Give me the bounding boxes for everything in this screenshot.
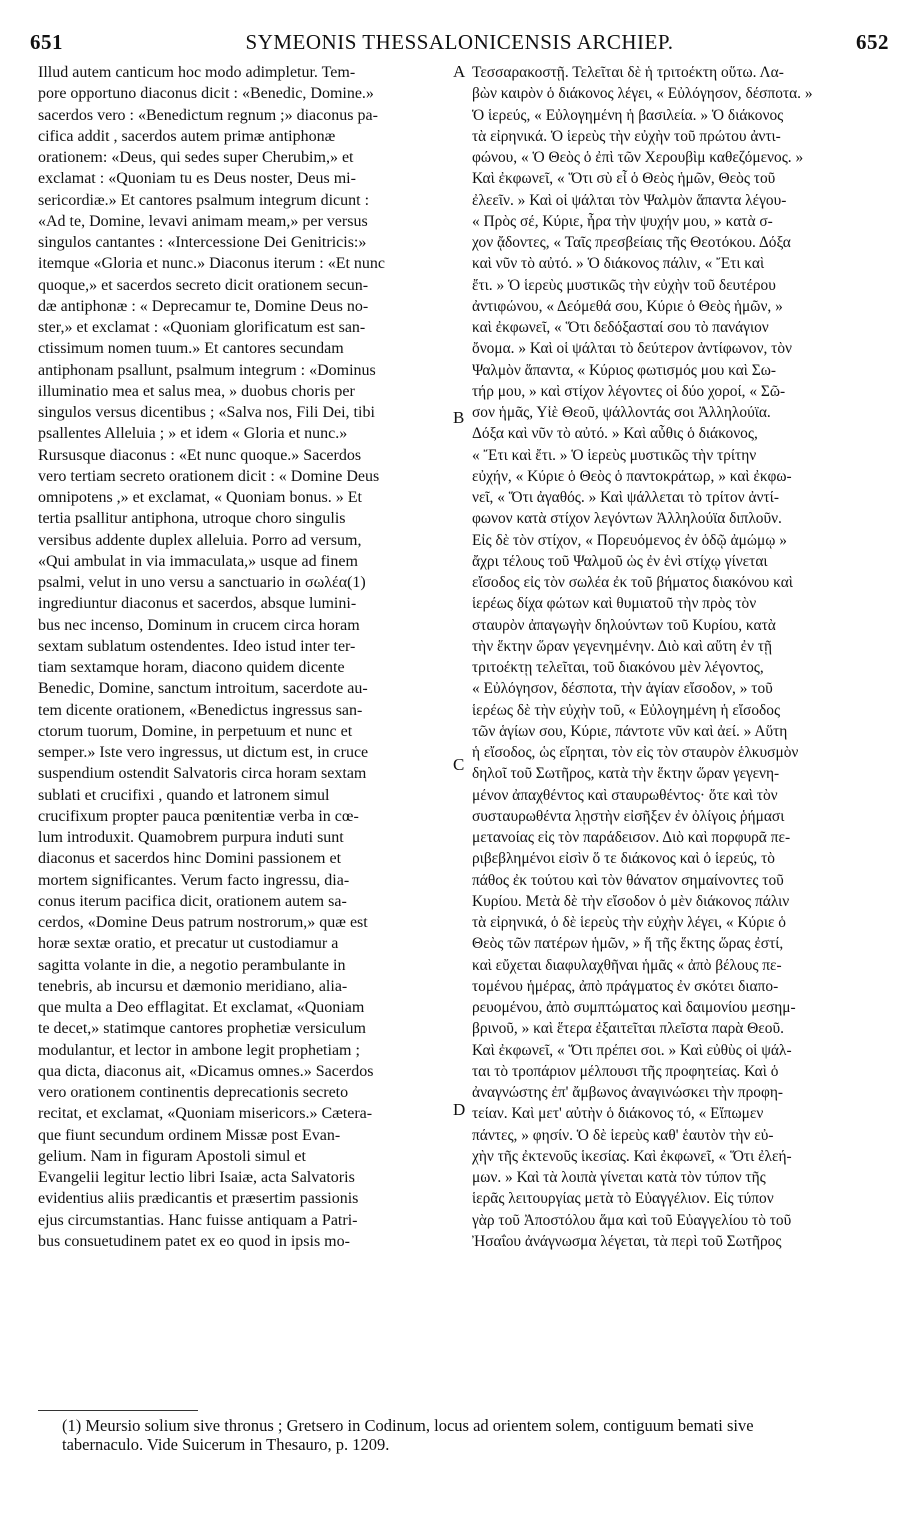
greek-text-line: ἐλεεῖν. » Καὶ οἱ ψάλται τὸν Ψαλμὸν ἅπαντα λέγου- <box>472 191 787 209</box>
latin-text-line: gelium. Nam in figuram Apostoli simul et <box>38 1147 306 1165</box>
greek-text-line: ριβεβλημένοι εἰσὶν ὅ τε διάκονος καὶ ὁ ἱερεύς, τὸ <box>472 850 775 868</box>
greek-text-line: μένον ἀπαχθέντος καὶ σταυρωθέντος· ὅτε καὶ τὸν <box>472 786 778 804</box>
latin-text-line: bus consuetudinem patet ex eo quod in ipsis mo- <box>38 1232 350 1250</box>
latin-text-line: cerdos, «Domine Deus patrum nostrorum,» quæ est <box>38 914 368 931</box>
latin-text-line: itemque «Gloria et nunc.» Diaconus iterum : «Et nunc <box>38 255 386 273</box>
latin-text-line: vero orationem continentis deprecationis secreto <box>38 1084 349 1101</box>
greek-text-line: μετανοίας εἰς τὸν παράδεισον. Διὸ καὶ πορφυρᾶ πε- <box>472 829 791 846</box>
section-marker-a: A <box>453 62 466 81</box>
latin-text-line: «Ad te, Domine, levavi animam meam,» per versus <box>38 212 368 230</box>
greek-column <box>472 62 886 1252</box>
latin-text-line: sublati et crucifixi , quando et latronem simul <box>38 786 330 804</box>
greek-text-line: τείαν. Καὶ μετ' αὐτὴν ὁ διάκονος τό, « Εἴπωμεν <box>472 1105 764 1123</box>
greek-text-line: ἀντιφώνου, « Δεόμεθά σου, Κύριε ὁ Θεὸς ἡμῶν, » <box>472 297 783 315</box>
greek-text-line: τριτοέκτῃ τελεῖται, τοῦ διακόνου μὲν λέγοντος, <box>472 659 764 676</box>
latin-text-line: singulos cantantes : «Intercessione Dei Genitricis:» <box>38 234 367 251</box>
greek-text-line: ται τὸ τροπάριον μέλπουσι τῆς προφητείας. Καὶ ὁ <box>472 1062 779 1080</box>
greek-text-line: « Ἔτι καὶ ἔτι. » Ὁ ἱερεὺς μυστικῶς τὴν τρίτην <box>472 446 757 464</box>
footnote-rule <box>38 1410 198 1411</box>
greek-text-line: βὼν καιρὸν ὁ διάκονος λέγει, « Εὐλόγησον, δέσποτα. » <box>472 85 813 103</box>
latin-text-line: ster,» et exclamat : «Quoniam glorificatum est san- <box>38 319 366 336</box>
greek-text-line: καὶ ἐκφωνεῖ, « Ὅτι δεδόξασταί σου τὸ πανάγιον <box>472 319 769 336</box>
latin-text-line: pore opportuno diaconus dicit : «Benedic, Domine.» <box>38 85 374 103</box>
greek-text-line: ἀναγνώστης ἐπ' ἄμβωνος ἀναγινώσκει τὴν προφη- <box>472 1084 784 1101</box>
latin-text-line: evidentius aliis prædicantis et præsertim passionis <box>38 1190 359 1208</box>
latin-text-line: Rursusque diaconus : «Et nunc quoque.» Sacerdos <box>38 446 362 464</box>
latin-text-line: qua dicta, diaconus ait, «Dicamus omnes.» Sacerdos <box>38 1062 374 1080</box>
greek-text-line: γὰρ τοῦ Ἀποστόλου ἅμα καὶ τοῦ Εὐαγγελίου τὸ τοῦ <box>472 1211 792 1229</box>
page-number-right: 652 <box>856 30 889 54</box>
greek-text-line: πάντες, » φησίν. Ὁ δὲ ἱερεὺς καθ' ἑαυτὸν τὴν εὐ- <box>472 1126 774 1144</box>
greek-text-line: Ἠσαΐου ἀνάγνωσμα λέγεται, τὰ περὶ τοῦ Σωτῆρος <box>472 1232 782 1250</box>
greek-text-line: πάθος ἐκ τούτου καὶ τὸν θάνατον σημαίνοντες τοῦ <box>472 871 784 889</box>
greek-text-line: χον ᾄδοντες, « Ταῖς πρεσβείαις τῆς Θεοτόκου. Δόξα <box>472 234 791 251</box>
greek-text-line: Ὁ ἱερεύς, « Εὐλογημένη ἡ βασιλεία. » Ὁ διάκονος <box>472 106 784 124</box>
latin-text-line: Benedic, Domine, sanctum introitum, sacerdote au- <box>38 680 368 698</box>
greek-text-line: Κυρίου. Μετὰ δὲ τὴν εἴσοδον ὁ μὲν διάκονος πάλιν <box>472 892 790 910</box>
greek-text-line: χὴν τῆς ἐκτενοῦς ἱκεσίας. Καὶ ἐκφωνεῖ, « Ὅτι ἐλεή- <box>472 1147 792 1165</box>
latin-text-line: lum introduxit. Quamobrem purpura induti sunt <box>38 829 344 846</box>
latin-text-line: illuminatio mea et salus mea, » duobus choris per <box>38 382 355 400</box>
latin-text-line: tiam sextamque horam, diacono quidem dicente <box>38 659 345 676</box>
latin-text-line: mortem significantes. Verum facto ingressu, dia- <box>38 871 350 889</box>
latin-text-line: tenebris, ab incursu et dæmonio meridiano, alia- <box>38 977 348 995</box>
latin-text-line: exclamat : «Quoniam tu es Deus noster, Deus mi- <box>38 170 356 188</box>
section-marker-b: B <box>453 408 465 427</box>
footnote-line-2: tabernaculo. Vide Suicerum in Thesauro, p. 1209. <box>62 1435 390 1454</box>
latin-text-line: ctissimum nomen tuum.» Et cantores secundam <box>38 340 344 358</box>
greek-text-line: ἄχρι τέλους τοῦ Ψαλμοῦ ὡς ἐν ἑνὶ στίχῳ γίνεται <box>472 552 768 570</box>
latin-text-line: sericordiæ.» Et cantores psalmum integrum dicunt : <box>38 191 370 209</box>
greek-text-line: ὄνομα. » Καὶ οἱ ψάλται τὸ δεύτερον ἀντίφωνον, τὸν <box>472 340 792 358</box>
latin-text-line: bus nec incenso, Dominum in crucem circa horam <box>38 616 360 634</box>
greek-text-line: δηλοῖ τοῦ Σωτῆρος, κατὰ τὴν ἕκτην ὥραν γεγενη- <box>472 765 780 783</box>
latin-text-line: ejus circumstantias. Hanc fuisse antiquam a Patri- <box>38 1211 358 1229</box>
latin-text-line: recitat, et exclamat, «Quoniam misericors.» Cætera- <box>38 1105 373 1123</box>
greek-text-line: ἔτι. » Ὁ ἱερεὺς μυστικῶς τὴν εὐχὴν τοῦ δευτέρου <box>472 276 776 294</box>
greek-text-line: τήρ μου, » καὶ στίχον λέγοντες οἱ δύο χοροί, « Σῶ- <box>472 382 786 400</box>
latin-text-line: singulos versus dicentibus ; «Salva nos, Fili Dei, tibi <box>38 404 375 421</box>
greek-text-line: τῶν ἁγίων σου, Κύριε, πάντοτε νῦν καὶ ἀεί. » Αὕτη <box>472 722 788 740</box>
latin-text-line: quoque,» et sacerdos secreto dicit orationem secun- <box>38 276 369 294</box>
greek-text-line: νεῖ, « Ὅτι ἀγαθός. » Καὶ ψάλλεται τὸ τρίτον ἀντί- <box>472 489 779 506</box>
greek-text-line: καὶ εὔχεται διαφυλαχθῆναι ἡμᾶς « ἀπὸ βέλους πε- <box>472 956 782 974</box>
greek-text-line: τὰ εἰρηνικά, ὁ δὲ ἱερεὺς τὴν εὐχὴν λέγει, « Κύριε ὁ <box>472 914 786 931</box>
latin-text-line: que multa a Deo efflagitat. Et exclamat, «Quoniam <box>38 999 365 1016</box>
latin-text-line: sagitta volante in die, a negotio perambulante in <box>38 956 346 974</box>
latin-column <box>38 62 456 1252</box>
section-marker-d: D <box>453 1100 466 1119</box>
latin-text-line: modulantur, et lector in ambone legit prophetiam ; <box>38 1041 360 1059</box>
greek-text-line: ἱερᾶς λειτουργίας μετὰ τὸ Εὐαγγέλιον. Εἰς τύπον <box>472 1190 774 1208</box>
greek-text-line: τὴν ἕκτην ὥραν γεγενημένην. Διὸ καὶ αὕτη ἐν τῇ <box>472 637 773 655</box>
latin-text-line: cifica addit , sacerdos autem primæ antiphonæ <box>38 127 336 145</box>
greek-text-line: σον ἡμᾶς, Υἱὲ Θεοῦ, ψάλλοντάς σοι Ἀλληλούϊα. <box>472 404 771 421</box>
latin-text-line: tem dicente orationem, «Benedictus ingressus san- <box>38 701 363 719</box>
latin-text-line: conus iterum pacifica dicit, orationem autem sa- <box>38 892 347 910</box>
latin-text-line: orationem: «Deus, qui sedes super Cherubim,» et <box>38 149 354 166</box>
latin-text-line: omnipotens ,» et exclamat, « Quoniam bonus. » Et <box>38 489 362 506</box>
greek-text-line: τομένου ἡμέρας, ἀπὸ πράγματος ἐν σκότει διαπο- <box>472 977 779 995</box>
greek-text-line: σταυρὸν ἀπαγωγὴν δηλούντων τοῦ Κυρίου, κατὰ <box>472 616 776 634</box>
greek-text-line: εὐχήν, « Κύριε ὁ Θεὸς ὁ παντοκράτωρ, » καὶ ἐκφω- <box>472 467 792 485</box>
page-number-left: 651 <box>30 30 63 54</box>
latin-text-line: vero tertiam secreto orationem dicit : « Domine Deus <box>38 467 380 485</box>
greek-text-line: Τεσσαρακοστῇ. Τελεῖται δὲ ἡ τριτοέκτη οὕτω. Λα- <box>472 64 784 81</box>
latin-text-line: ctorum tuorum, Domine, in perpetuum et nunc et <box>38 722 353 740</box>
latin-text-line: psalmi, velut in uno versu a sanctuario in σωλέα(1) <box>38 574 366 591</box>
greek-text-line: βρινοῦ, » καὶ ἕτερα ἐξαιτεῖται πλεῖστα παρὰ Θεοῦ. <box>472 1020 784 1038</box>
running-title: SYMEONIS THESSALONICENSIS ARCHIEP. <box>245 30 674 54</box>
greek-text-line: Ψαλμὸν ἅπαντα, « Κύριος φωτισμός μου καὶ Σω- <box>472 361 777 379</box>
greek-text-line: ἱερέως δὲ τὴν εὐχὴν τοῦ, « Εὐλογημένη ἡ εἴσοδος <box>472 701 781 719</box>
greek-text-line: Καὶ ἐκφωνεῖ, « Ὅτι σὺ εἶ ὁ Θεὸς ἡμῶν, Θεὸς τοῦ <box>472 170 776 188</box>
latin-text-line: tertia psallitur antiphona, utroque choro singulis <box>38 510 346 528</box>
greek-text-line: ἡ εἴσοδος, ὡς εἴρηται, τὸν εἰς τὸν σταυρὸν ἑλκυσμὸν <box>472 744 799 761</box>
latin-text-line: suspendium ostendit Salvatoris circa horam sextam <box>38 765 367 783</box>
latin-text-line: psallentes Alleluia ; » et idem « Gloria et nunc.» <box>38 425 348 443</box>
greek-text-line: φώνου, « Ὁ Θεὸς ὁ ἐπὶ τῶν Χερουβὶμ καθεζόμενος. » <box>472 149 804 166</box>
greek-text-line: ρευομένου, ἀπὸ συμπτώματος καὶ δαιμονίου μεσημ- <box>472 999 796 1016</box>
greek-text-line: Καὶ ἐκφωνεῖ, « Ὅτι πρέπει σοι. » Καὶ εὐθὺς οἱ ψάλ- <box>472 1041 792 1059</box>
page-header <box>30 30 889 60</box>
greek-text-line: συσταυρωθέντα λῃστὴν εἰσῆξεν ἐν ὀλίγοις ῥήμασι <box>472 807 785 825</box>
latin-text-line: diaconus et sacerdos hinc Domini passionem et <box>38 850 342 868</box>
latin-text-line: dæ antiphonæ : « Deprecamur te, Domine Deus no- <box>38 297 369 315</box>
greek-text-line: εἴσοδος εἰς τὸν σωλέα ἐκ τοῦ βήματος διακόνου καὶ <box>472 574 793 591</box>
latin-text-line: horæ sextæ oratio, et precatur ut custodiamur a <box>38 935 339 953</box>
section-marker-c: C <box>453 755 465 774</box>
latin-text-line: Evangelii legitur lectio libri Isaiæ, acta Salvatoris <box>38 1169 355 1186</box>
latin-text-line: sacerdos vero : «Benedictum regnum ;» diaconus pa- <box>38 106 378 124</box>
greek-text-line: Εἰς δὲ τὸν στίχον, « Πορευόμενος ἐν ὁδῷ ἀμώμῳ » <box>472 531 787 549</box>
latin-text-line: versibus addente duplex alleluia. Porro ad versum, <box>38 531 362 549</box>
latin-text-line: te decet,» statimque cantores prophetiæ versiculum <box>38 1020 366 1038</box>
latin-text-line: sextam sublatum ostendentes. Ideo istud inter ter- <box>38 637 356 655</box>
greek-text-line: φωνον κατὰ στίχον λεγόντων Ἀλληλούϊα διπλοῦν. <box>472 510 782 528</box>
greek-text-line: ἱερέως δίχα φώτων καὶ θυμιατοῦ τὴν πρὸς τὸν <box>472 595 757 613</box>
footnote <box>62 1416 881 1454</box>
greek-text-line: καὶ νῦν τὸ αὐτό. » Ὁ διάκονος πάλιν, « Ἔτι καὶ <box>472 255 765 273</box>
greek-text-line: Θεὸς τῶν πατέρων ἡμῶν, » ἥ τῆς ἕκτης ὥρας ἐστί, <box>472 935 784 953</box>
footnote-line-1: (1) Meursio solium sive thronus ; Gretsero in Codinum, locus ad orientem solem, contiguum bemati sive <box>62 1416 754 1435</box>
latin-text-line: que fiunt secundum ordinem Missæ post Evan- <box>38 1126 341 1144</box>
greek-text-line: Δόξα καὶ νῦν τὸ αὐτό. » Καὶ αὖθις ὁ διάκονος, <box>472 425 758 443</box>
latin-text-line: crucifixum propter pauca pœnitentiæ verba in cœ- <box>38 807 359 825</box>
greek-text-line: τὰ εἰρηνικά. Ὁ ἱερεὺς τὴν εὐχὴν τοῦ πρώτου ἀντι- <box>472 127 781 145</box>
greek-text-line: « Εὐλόγησον, δέσποτα, τὴν ἁγίαν εἴσοδον, » τοῦ <box>472 680 773 698</box>
latin-text-line: «Qui ambulat in via immaculata,» usque ad finem <box>38 552 358 570</box>
latin-text-line: antiphonam psallunt, psalmum integrum : «Dominus <box>38 361 376 379</box>
latin-text-line: semper.» Iste vero ingressus, ut dictum est, in cruce <box>38 744 369 761</box>
latin-text-line: ingrediuntur diaconus et sacerdos, absque lumini- <box>38 595 357 613</box>
greek-text-line: « Πρὸς σέ, Κύριε, ἦρα τὴν ψυχήν μου, » κατὰ σ- <box>472 212 773 230</box>
greek-text-line: μων. » Καὶ τὰ λοιπὰ γίνεται κατὰ τὸν τύπον τῆς <box>472 1169 766 1186</box>
latin-text-line: Illud autem canticum hoc modo adimpletur. Tem- <box>38 64 356 81</box>
